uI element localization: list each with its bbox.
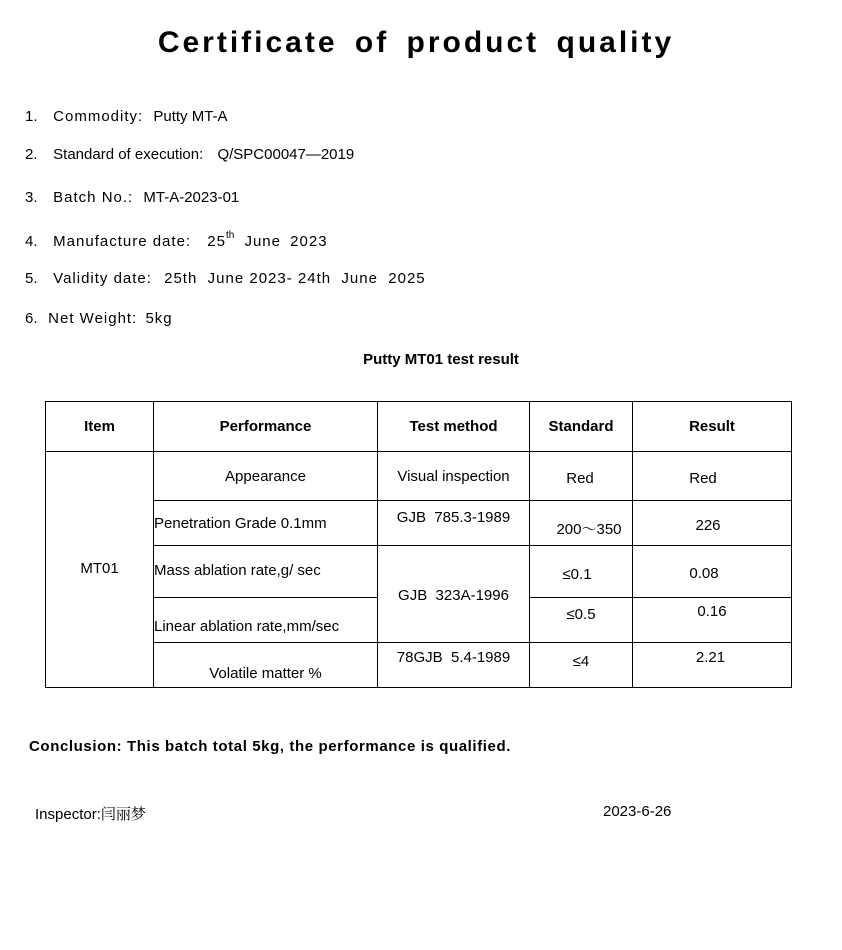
manufacture-label: Manufacture date: bbox=[53, 233, 192, 250]
row-divider bbox=[529, 597, 792, 598]
standard-cell: ≤0.5 bbox=[566, 606, 596, 623]
performance-cell: Penetration Grade 0.1mm bbox=[154, 515, 327, 532]
commodity-label: Commodity: bbox=[53, 108, 144, 125]
signature-date: 2023-6-26 bbox=[603, 803, 672, 820]
header-item: Item bbox=[84, 418, 115, 435]
info-number: 6. bbox=[25, 310, 38, 327]
standard-label: Standard of execution: bbox=[53, 146, 204, 163]
table-title: Putty MT01 test result bbox=[363, 351, 519, 368]
batch-label: Batch No.: bbox=[53, 189, 134, 206]
table-border-right bbox=[791, 401, 792, 688]
result-cell: Red bbox=[689, 470, 717, 487]
test-method-cell: GJB 785.3-1989 bbox=[396, 509, 511, 526]
result-cell: 226 bbox=[695, 517, 721, 534]
column-divider bbox=[377, 401, 378, 688]
net-weight-value: 5kg bbox=[145, 310, 173, 327]
table-border-left bbox=[45, 401, 46, 688]
standard-cell: ≤4 bbox=[572, 653, 590, 670]
info-number: 2. bbox=[25, 146, 38, 163]
performance-cell: Linear ablation rate,mm/sec bbox=[154, 618, 340, 635]
column-divider bbox=[529, 401, 530, 688]
result-cell: 2.21 bbox=[695, 649, 726, 666]
info-number: 4. bbox=[25, 233, 38, 250]
row-divider bbox=[153, 642, 792, 643]
info-number: 5. bbox=[25, 270, 38, 287]
test-method-cell: 78GJB 5.4-1989 bbox=[396, 649, 511, 666]
row-divider bbox=[153, 500, 792, 501]
performance-cell: Volatile matter % bbox=[209, 665, 322, 682]
column-divider bbox=[632, 401, 633, 688]
commodity-value: Putty MT-A bbox=[153, 108, 228, 125]
document-title: Certificate of product quality bbox=[157, 26, 675, 59]
item-cell: MT01 bbox=[80, 560, 119, 577]
validity-label: Validity date: bbox=[53, 270, 152, 287]
result-cell: 0.08 bbox=[689, 565, 719, 582]
header-standard: Standard bbox=[548, 418, 614, 435]
performance-cell: Appearance bbox=[225, 468, 306, 485]
inspector: Inspector:闫丽梦 bbox=[35, 806, 146, 823]
standard-cell: 200～350 bbox=[556, 521, 622, 538]
validity-value: 25th June 2023- 24th June 2025 bbox=[164, 270, 426, 287]
standard-cell: Red bbox=[566, 470, 594, 487]
column-divider bbox=[153, 401, 154, 688]
info-number: 1. bbox=[25, 108, 38, 125]
row-divider bbox=[153, 597, 377, 598]
header-performance: Performance bbox=[219, 418, 312, 435]
standard-cell: ≤0.1 bbox=[562, 566, 592, 583]
header-test-method: Test method bbox=[409, 418, 498, 435]
row-divider bbox=[153, 545, 792, 546]
manufacture-month-year: June 2023 bbox=[244, 233, 328, 250]
batch-value: MT-A-2023-01 bbox=[143, 189, 240, 206]
test-method-cell: GJB 323A-1996 bbox=[398, 587, 509, 604]
header-divider bbox=[45, 451, 792, 452]
performance-cell: Mass ablation rate,g/ sec bbox=[154, 562, 321, 579]
table-border-top bbox=[45, 401, 792, 402]
info-number: 3. bbox=[25, 189, 38, 206]
manufacture-day-suffix: th bbox=[225, 230, 235, 241]
test-method-cell: Visual inspection bbox=[397, 468, 510, 485]
result-cell: 0.16 bbox=[697, 603, 727, 620]
net-weight-label: Net Weight: bbox=[48, 310, 138, 327]
conclusion: Conclusion: This batch total 5kg, the performance is qualified. bbox=[29, 738, 512, 755]
manufacture-day: 25 bbox=[207, 233, 226, 250]
standard-value: Q/SPC00047—2019 bbox=[217, 146, 355, 163]
table-border-bottom bbox=[45, 687, 792, 688]
header-result: Result bbox=[689, 418, 735, 435]
